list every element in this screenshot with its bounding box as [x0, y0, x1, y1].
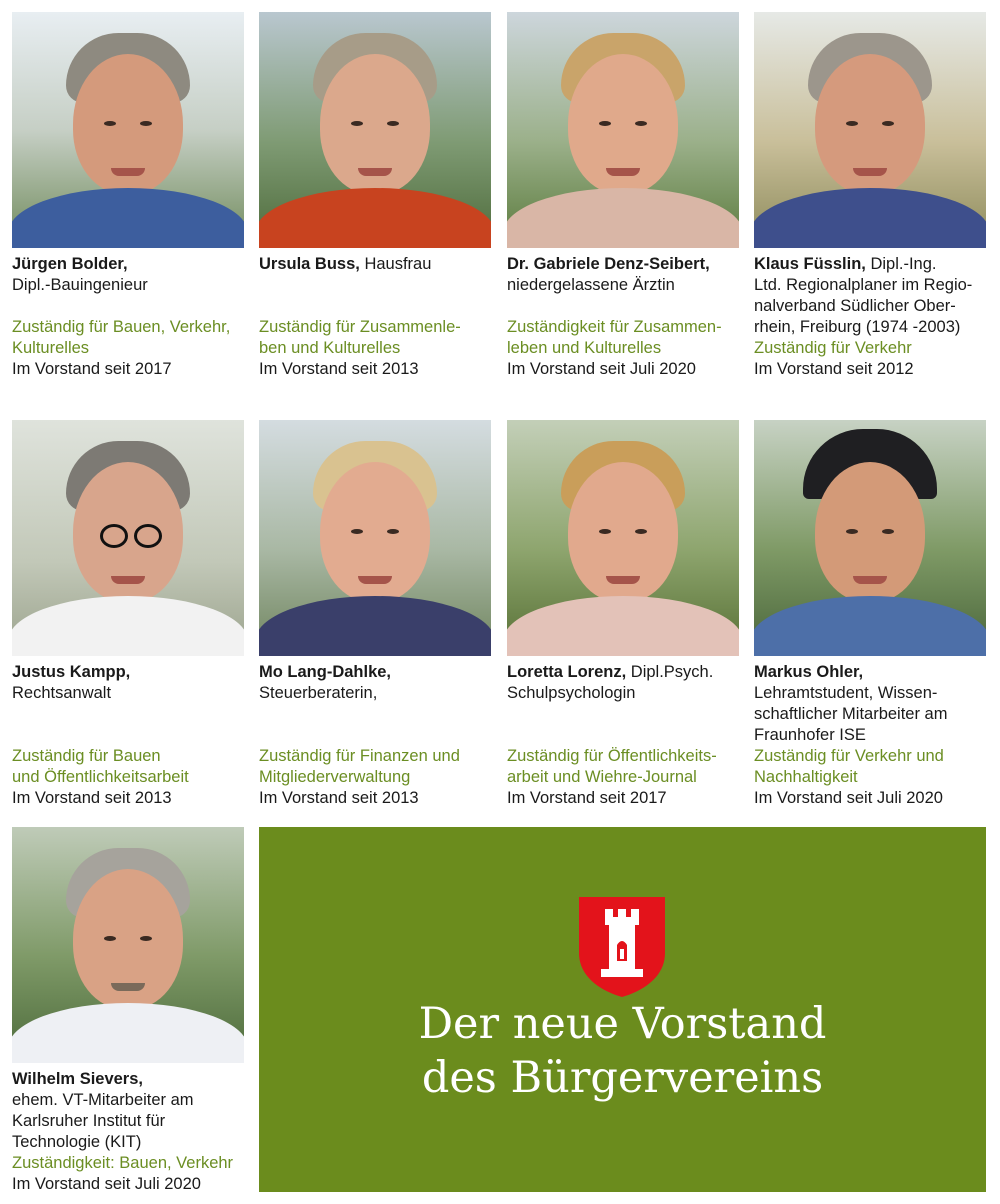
member-card [507, 420, 739, 809]
member-role-inline: Dipl.-Ing. [865, 255, 937, 273]
member-since: Im Vorstand seit 2017 [507, 789, 667, 807]
member-duty: Mitgliederverwaltung [259, 768, 411, 786]
member-role: Schulpsychologin [507, 684, 636, 702]
member-card [259, 420, 491, 809]
member-role: Fraunhofer ISE [754, 726, 866, 744]
member-role: schaftlicher Mitarbeiter am [754, 705, 948, 723]
portrait-photo [507, 420, 739, 656]
member-since: Im Vorstand seit 2013 [259, 789, 419, 807]
portrait-photo [12, 12, 244, 248]
portrait-photo [754, 12, 986, 248]
member-name: Markus Ohler, [754, 663, 864, 681]
member-duty: Nachhaltigkeit [754, 768, 858, 786]
member-card [507, 12, 739, 380]
coat-of-arms-icon [577, 895, 667, 999]
portrait-photo [12, 827, 244, 1063]
member-card [12, 12, 244, 380]
banner-title-line2: des Bürgervereins [421, 1053, 824, 1103]
member-duty: arbeit und Wiehre-Journal [507, 768, 697, 786]
member-duty: Zuständig für Bauen [12, 747, 161, 765]
member-role: Rechtsanwalt [12, 684, 112, 702]
member-name: Wilhelm Sievers, [12, 1070, 143, 1088]
member-name: Loretta Lorenz, [507, 663, 627, 681]
member-name: Ursula Buss, [259, 255, 360, 273]
member-duty: Zuständig für Verkehr und [754, 747, 944, 765]
member-role: nalverband Südlicher Ober- [754, 297, 956, 315]
portrait-photo [12, 420, 244, 656]
member-duty: Zuständig für Finanzen und [259, 747, 460, 765]
member-role-inline: Dipl.Psych. [626, 663, 714, 681]
member-name: Justus Kampp, [12, 663, 131, 681]
member-role: niedergelassene Ärztin [507, 276, 675, 294]
member-since: Im Vorstand seit Juli 2020 [754, 789, 943, 807]
portrait-photo [507, 12, 739, 248]
member-duty: Zuständig für Verkehr [754, 339, 912, 357]
member-role: rhein, Freiburg (1974 -2003) [754, 318, 961, 336]
member-role: Dipl.-Bauingenieur [12, 276, 148, 294]
member-since: Im Vorstand seit 2013 [12, 789, 172, 807]
portrait-photo [259, 420, 491, 656]
member-role: Steuerberaterin, [259, 684, 378, 702]
member-role-inline: Hausfrau [359, 255, 432, 273]
member-card [12, 827, 244, 1195]
member-since: Im Vorstand seit Juli 2020 [507, 360, 696, 378]
member-name: Mo Lang-Dahlke, [259, 663, 392, 681]
member-duty: Zuständigkeit für Zusammen- [507, 318, 722, 336]
member-duty: Zuständigkeit: Bauen, Verkehr [12, 1154, 234, 1172]
member-name: Klaus Füsslin, [754, 255, 866, 273]
member-role: Ltd. Regionalplaner im Regio- [754, 276, 973, 294]
member-card [259, 12, 491, 380]
member-duty: Zuständig für Bauen, Verkehr, [12, 318, 231, 336]
member-name: Dr. Gabriele Denz-Seibert, [507, 255, 710, 273]
member-duty: leben und Kulturelles [507, 339, 662, 357]
member-duty: und Öffentlichkeitsarbeit [12, 768, 189, 786]
member-since: Im Vorstand seit 2012 [754, 360, 914, 378]
member-card [754, 12, 986, 380]
member-name: Jürgen Bolder, [12, 255, 128, 273]
member-since: Im Vorstand seit Juli 2020 [12, 1175, 201, 1193]
member-since: Im Vorstand seit 2013 [259, 360, 419, 378]
member-card [12, 420, 244, 809]
member-card [754, 420, 986, 809]
member-since: Im Vorstand seit 2017 [12, 360, 172, 378]
member-role: Karlsruher Institut für [12, 1112, 166, 1130]
banner-title-line1: Der neue Vorstand [418, 999, 827, 1049]
portrait-photo [754, 420, 986, 656]
title-banner [259, 827, 986, 1192]
member-duty: Zuständig für Öffentlichkeits- [507, 747, 717, 765]
member-role: Lehramtstudent, Wissen- [754, 684, 938, 702]
member-role: Technologie (KIT) [12, 1133, 142, 1151]
member-duty: ben und Kulturelles [259, 339, 401, 357]
member-duty: Kulturelles [12, 339, 90, 357]
member-duty: Zuständig für Zusammenle- [259, 318, 461, 336]
member-role: ehem. VT-Mitarbeiter am [12, 1091, 194, 1109]
portrait-photo [259, 12, 491, 248]
